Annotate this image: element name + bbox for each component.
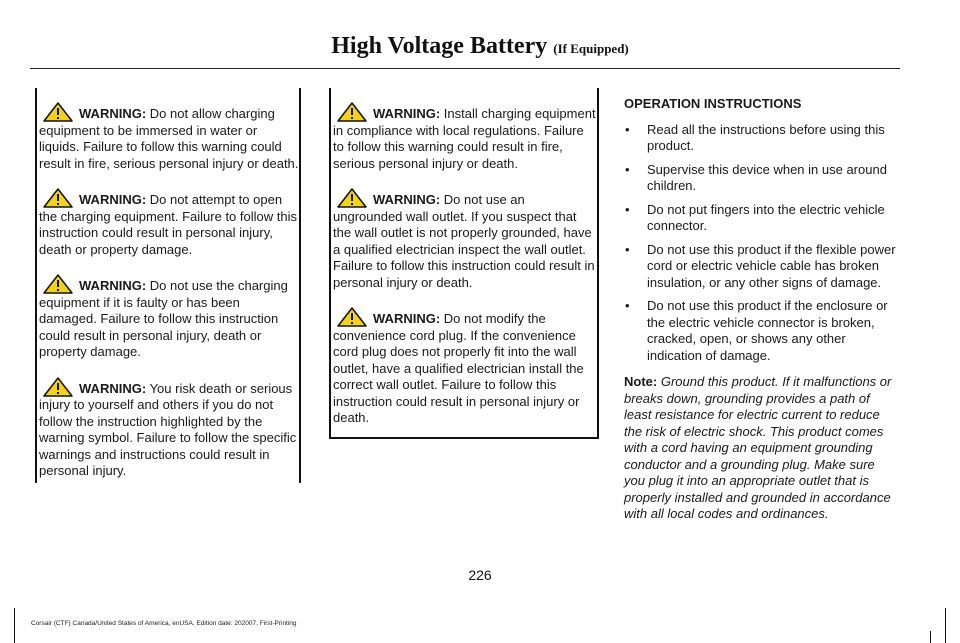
crop-mark [930, 631, 931, 643]
warning-text: You risk death or serious injury to yourself and others if you do not follow the instruction highlighted by the warning symbol. Failure to follow the specific warnings and instructions could result in personal injury. [39, 380, 297, 478]
note-label: Note: [624, 374, 658, 389]
list-item-text: Read all the instructions before using this product. [647, 121, 885, 153]
list-item [624, 202, 896, 235]
warning-text: Do not use an ungrounded wall outlet. If you suspect that the wall outlet is not properly grounded, have a qualified electrician inspect the wall outlet. Failure to follow this instruction could result in personal injury or death. [333, 192, 595, 290]
list-item-text: Do not put fingers into the electric vehicle connector. [647, 201, 885, 233]
warning-triangle-icon [337, 102, 367, 122]
page-number: 226 [468, 567, 492, 583]
warning-triangle-icon [43, 188, 73, 208]
list-item [624, 242, 896, 292]
crop-mark [14, 608, 15, 643]
list-item [624, 122, 896, 155]
note-paragraph [624, 374, 896, 523]
note-text: Ground this product. If it malfunctions or breaks down, grounding provides a path of least resistance for electric current to reduce the risk of electric shock. This product comes with a cord having an equipment grounding conductor and a grounding plug. Make sure you plug it into an appropriate outlet that is properly installed and grounded in accordance with all local codes and ordinances. [624, 374, 892, 521]
warning-block [39, 102, 299, 172]
warning-block [39, 377, 299, 480]
warning-block [333, 188, 597, 291]
crop-mark [945, 608, 946, 643]
warning-block [333, 307, 597, 427]
warnings-column-2 [329, 88, 599, 439]
warning-block [39, 188, 299, 258]
list-item-text: Do not use this product if the enclosure or the electric vehicle connector is broken, cracked, open, or shows any other indication of damage. [647, 298, 888, 363]
warning-text: Do not allow charging equipment to be immersed in water or liquids. Failure to follow this warning could result in fire, serious personal injury or death. [39, 106, 299, 171]
warning-triangle-icon [43, 102, 73, 122]
warning-label: WARNING: [373, 192, 441, 207]
section-heading: OPERATION INSTRUCTIONS [624, 96, 802, 111]
bullet: • [625, 241, 630, 257]
warnings-column-1 [35, 88, 301, 483]
warning-label: WARNING: [79, 380, 147, 396]
warning-triangle-icon [337, 307, 367, 327]
bullet: • [625, 161, 630, 177]
list-item-text: Supervise this device when in use around children. [647, 161, 887, 193]
operation-instructions-section [624, 96, 896, 536]
warning-label: WARNING: [373, 311, 441, 326]
header-title-text: High Voltage Battery [331, 33, 548, 59]
page-header-title [0, 31, 960, 64]
warning-triangle-icon [43, 274, 73, 294]
warning-label: WARNING: [79, 106, 147, 121]
warning-text: Install charging equipment in compliance with local regulations. Failure to follow this warning could result in fire, serious personal injury or death. [333, 106, 596, 171]
warning-label: WARNING: [79, 192, 147, 207]
warning-label: WARNING: [373, 106, 441, 121]
warning-text: Do not attempt to open the charging equipment. Failure to follow this instruction could result in personal injury, death or property damage. [39, 192, 297, 257]
bullet: • [625, 121, 630, 137]
header-subtitle: (If Equipped) [553, 41, 629, 56]
list-item-text: Do not use this product if the flexible power cord or electric vehicle cable has broken insulation, or any other signs of damage. [647, 241, 896, 290]
warning-block [333, 102, 597, 172]
bullet: • [625, 201, 630, 217]
header-divider [30, 68, 900, 69]
warning-text: Do not use the charging equipment if it is faulty or has been damaged. Failure to follow this instruction could result in personal injury, death or property damage. [39, 278, 288, 359]
warning-block [39, 274, 299, 361]
list-item [624, 162, 896, 195]
warning-text: Do not modify the convenience cord plug. If the convenience cord plug does not properly fit into the wall outlet, have a qualified electrician install the correct wall outlet. Failure to follow this instruction could result in personal injury or death. [333, 311, 584, 425]
bullet: • [625, 298, 630, 313]
warning-triangle-icon [43, 377, 73, 397]
instruction-list [624, 122, 896, 365]
list-item [624, 298, 896, 364]
footer-edition-text: Corsair (CTF) Canada/United States of America, enUSA, Edition date: 202007, First-Printing [31, 620, 297, 627]
warning-label: WARNING: [79, 278, 147, 293]
warning-triangle-icon [337, 188, 367, 208]
